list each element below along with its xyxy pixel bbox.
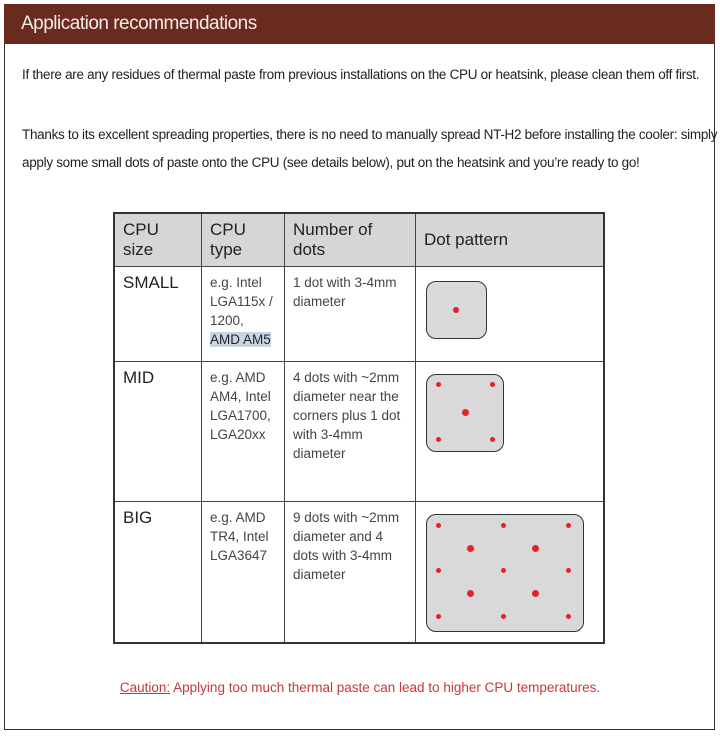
dot bbox=[501, 614, 506, 619]
dot-count: 1 dot with 3-4mm diameter bbox=[285, 267, 416, 362]
cpu-size: SMALL bbox=[114, 267, 202, 362]
cpu-type: e.g. AMD TR4, Intel LGA3647 bbox=[202, 502, 285, 644]
application-table bbox=[113, 212, 605, 644]
dot bbox=[566, 614, 571, 619]
dot-count: 9 dots with ~2mm diameter and 4 dots with 3-4mm diameter bbox=[285, 502, 416, 644]
col-header-type: CPU type bbox=[202, 213, 285, 267]
dot bbox=[453, 307, 459, 313]
table-row bbox=[114, 362, 604, 502]
cpu-type bbox=[202, 267, 285, 362]
dot-pattern-small bbox=[416, 267, 605, 362]
table-row bbox=[114, 267, 604, 362]
cpu-type-text: e.g. Intel LGA115x / 1200, bbox=[210, 275, 273, 328]
intro-paragraph-2b: apply some small dots of paste onto the CPU (see details below), put on the heatsink and you’re ready to go! bbox=[22, 155, 640, 170]
caution-text: Applying too much thermal paste can lead to higher CPU temperatures. bbox=[170, 680, 601, 695]
section-header: Application recommendations bbox=[4, 4, 715, 44]
highlighted-text: AMD AM5 bbox=[210, 332, 271, 347]
dot bbox=[501, 523, 506, 528]
table-row bbox=[114, 502, 604, 644]
col-header-dots: Number of dots bbox=[285, 213, 416, 267]
dot bbox=[436, 568, 441, 573]
caution-label: Caution: bbox=[119, 680, 171, 695]
cpu-size: MID bbox=[114, 362, 202, 502]
dot-pattern-big bbox=[416, 502, 605, 644]
dot bbox=[532, 545, 539, 552]
dot bbox=[467, 545, 474, 552]
dot bbox=[436, 614, 441, 619]
dot bbox=[467, 590, 474, 597]
caution-note bbox=[0, 680, 720, 695]
dot-count: 4 dots with ~2mm diameter near the corners plus 1 dot with 3-4mm diameter bbox=[285, 362, 416, 502]
dot bbox=[532, 590, 539, 597]
cpu-type: e.g. AMD AM4, Intel LGA1700, LGA20xx bbox=[202, 362, 285, 502]
cpu-size: BIG bbox=[114, 502, 202, 644]
intro-paragraph-1: If there are any residues of thermal paste from previous installations on the CPU or heatsink, please clean them off first. bbox=[22, 67, 700, 82]
col-header-size: CPU size bbox=[114, 213, 202, 267]
dot bbox=[566, 568, 571, 573]
col-header-pattern: Dot pattern bbox=[416, 213, 605, 267]
dot-pattern-mid bbox=[416, 362, 605, 502]
intro-paragraph-2a: Thanks to its excellent spreading properties, there is no need to manually spread NT-H2 before installing the cooler: simply bbox=[22, 127, 718, 142]
dot bbox=[566, 523, 571, 528]
dot bbox=[501, 568, 506, 573]
dot bbox=[436, 523, 441, 528]
